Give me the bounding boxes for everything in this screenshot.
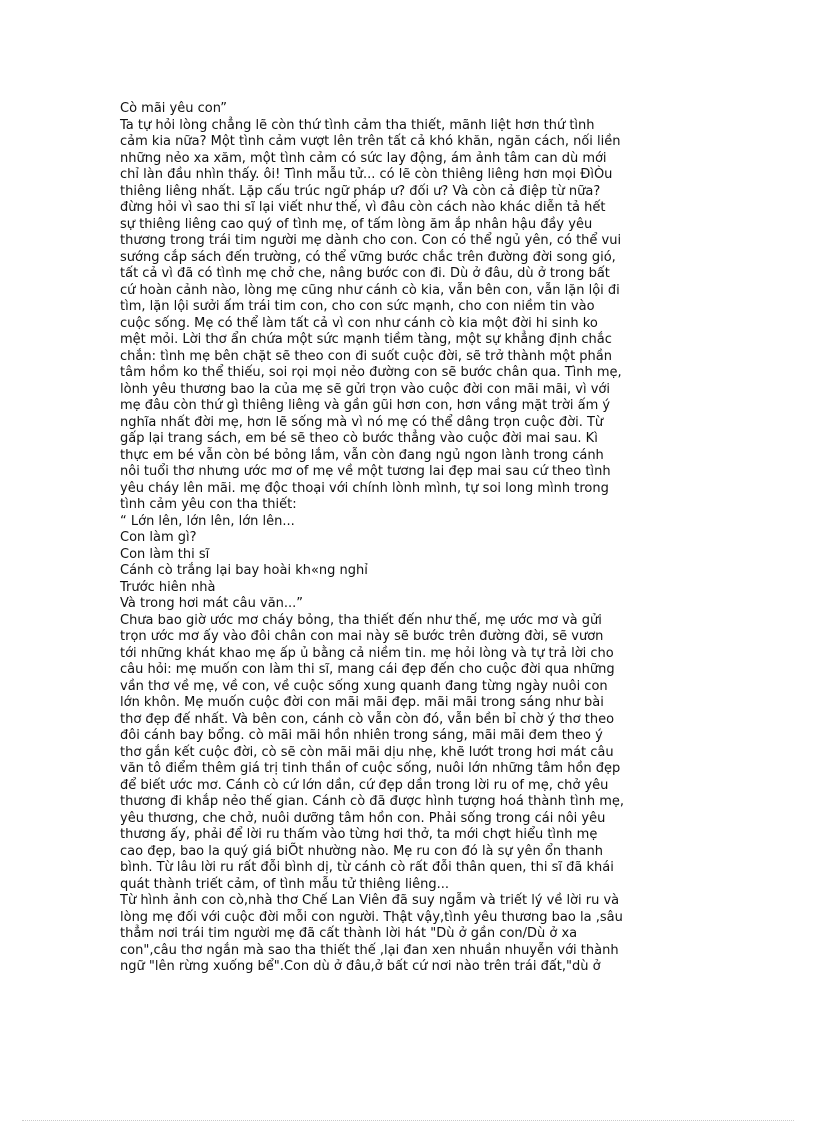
text-line: tới những khát khao mẹ ấp ủ bằng cả niềm tin. mẹ hỏi lòng và tự trả lời cho [120, 645, 614, 661]
text-line: cảm kia nữa? Một tình cảm vượt lên trên tất cả khó khăn, ngăn cách, nối liền [120, 134, 621, 149]
text-line: đừng hỏi vì sao thi sĩ lại viết như thế, vì đâu còn cách nào khác diễn tả hết [120, 200, 606, 215]
text-line: cứ hoàn cảnh nào, lòng mẹ cũng như cánh cò kia, vẫn bên con, vẫn lặn lội đi [120, 282, 620, 298]
text-line: lớn khôn. Mẹ muốn cuộc đời con mãi mãi đẹp. mãi mãi trong sáng như bài [120, 695, 604, 710]
text-line: ngữ "lên rừng xuống bể".Con dù ở đâu,ở bất cứ nơi nào trên trái đất,"dù ở [120, 959, 601, 974]
text-line: lònh yêu thương bao la của mẹ sẽ gửi trọn vào cuộc đời con mãi mãi, vì với [120, 381, 610, 397]
text-line: chắn: tình mẹ bên chặt sẽ theo con đi suốt cuộc đời, sẽ trở thành một phần [120, 348, 613, 364]
text-line: thực em bé vẫn còn bé bỏng lắm, vẫn còn đang ngủ ngon lành trong cánh [120, 447, 604, 463]
text-line: nôi tuổi thơ nhưng ước mơ of mẹ về một tương lai đẹp mai sau cứ theo tình [120, 464, 611, 479]
text-line: trọn ước mơ ấy vào đôi chân con mai này sẽ bước trên đường đời, sẽ vươn [120, 629, 604, 644]
text-line: thương trong trái tim người mẹ dành cho con. Con có thể ngủ yên, có thể vui [120, 233, 622, 248]
text-line: Từ hình ảnh con cò,nhà thơ Chế Lan Viên đã suy ngẫm và triết lý về lời ru và [120, 893, 620, 908]
text-line: tìm, lặn lội sưởi ấm trái tim con, cho con sức mạnh, cho con niềm tin vào [120, 299, 595, 314]
text-line: những nẻo xa xăm, một tình cảm có sức lay động, ám ảnh tâm can dù mới [120, 150, 607, 166]
text-line: tâm hồm ko thể thiếu, soi rọi mọi nẻo đường con sẽ bước chân qua. Tình mẹ, [120, 365, 622, 380]
text-line: cuộc sống. Mẹ có thể làm tất cả vì con như cánh cò kia một đời hi sinh ko [120, 315, 598, 331]
text-line: chỉ làn đầu nhìn thấy. ôi! Tình mẫu tử... có lẽ còn thiêng liêng hơn mọi ĐìÒu [120, 167, 613, 182]
text-line: bình. Từ lâu lời ru rất đỗi bình dị, từ cánh cò rất đỗi thân quen, thi sĩ đã khái [120, 860, 614, 875]
text-line: Con làm gì? [120, 530, 197, 545]
text-line: thương ấy, phải để lời ru thấm vào từng hơi thở, ta mới chợt hiểu tình mẹ [120, 827, 598, 842]
text-line: “ Lớn lên, lớn lên, lớn lên... [120, 513, 295, 529]
text-line: câu hỏi: mẹ muốn con làm thi sĩ, mang cái đẹp đến cho cuộc đời qua những [120, 662, 615, 677]
text-line: thẳm nơi trái tim người mẹ đã cất thành lời hát "Dù ở gần con/Dù ở xa [120, 926, 578, 941]
text-line: gấp lại trang sách, em bé sẽ theo cò bước thẳng vào cuộc đời mai sau. Kì [120, 431, 598, 446]
text-line: yêu thương, che chở, nuôi dưỡng tâm hồn con. Phải sống trong cái nôi yêu [120, 810, 606, 826]
text-line: Trước hiên nhà [120, 579, 216, 595]
text-line: con",câu thơ ngắn mà sao tha thiết thế ,lại đan xen nhuần nhuyễn với thành [120, 942, 619, 958]
text-line: tình cảm yêu con tha thiết: [120, 497, 297, 512]
text-line: thương đi khắp nẻo thế gian. Cánh cò đã được hình tượng hoá thành tình mẹ, [120, 794, 625, 809]
text-line: mệt mỏi. Lời thơ ẩn chứa một sức mạnh tiềm tàng, một sự khẳng định chắc [120, 332, 612, 347]
text-line: để biết ước mơ. Cánh cò cứ lớn dần, cứ đẹp dần trong lời ru of mẹ, chở yêu [120, 777, 609, 793]
text-line: yêu cháy lên mãi. mẹ độc thoại với chính lònh mình, tự soi long mình trong [120, 480, 609, 496]
text-line: thiêng liêng nhất. Lặp cấu trúc ngữ pháp ư? đối ư? Và còn cả điệp từ nữa? [120, 183, 601, 199]
page-bottom-divider [22, 1120, 794, 1121]
text-line: Cánh cò trắng lại bay hoài kh«ng nghỉ [120, 563, 368, 578]
text-line: thơ đẹp đế nhất. Và bên con, cánh cò vẫn còn đó, vẫn bền bỉ chờ ý thơ theo [120, 711, 615, 727]
text-line: vần thơ về mẹ, về con, về cuộc sống xung quanh đang từng ngày nuôi con [120, 678, 608, 694]
text-line: đôi cánh bay bổng. cò mãi mãi hồn nhiên trong sáng, mãi mãi đem theo ý [120, 728, 603, 743]
document-body [120, 101, 720, 976]
text-line: Con làm thi sĩ [120, 546, 210, 562]
text-line: Cò mãi yêu con” [120, 101, 227, 116]
text-line: văn tô điểm thêm giá trị tinh thần of cuộc sống, nuôi lớn những tâm hồn đẹp [120, 761, 621, 776]
text-line: quát thành triết cảm, of tình mẫu tử thiêng liêng... [120, 876, 450, 892]
text-line: Ta tự hỏi lòng chẳng lẽ còn thứ tình cảm tha thiết, mãnh liệt hơn thứ tình [120, 117, 595, 133]
text-line: lòng mẹ đối với cuộc đời mỗi con người. Thật vậy,tình yêu thương bao la ,sâu [120, 909, 623, 925]
text-line: sướng cắp sách đến trường, có thể vững bước chắc trên đường đời song gió, [120, 249, 616, 265]
text-line: Và trong hơi mát câu văn...” [120, 596, 304, 611]
text-line: nghĩa nhất đời mẹ, hơn lẽ sống mà vì nó mẹ có thể dâng trọn cuộc đời. Từ [120, 414, 604, 430]
text-line: tất cả vì đã có tình mẹ chở che, nâng bước con đi. Dù ở đâu, dù ở trong bất [120, 266, 610, 281]
text-line: thơ gắn kết cuộc đời, cò sẽ còn mãi mãi dịu nhẹ, khẽ lướt trong hơi mát câu [120, 744, 614, 760]
text-line: sự thiêng liêng cao quý of tình mẹ, of tấm lòng ăm ắp nhân hậu đầy yêu [120, 216, 593, 232]
text-line: Chưa bao giờ ước mơ cháy bỏng, tha thiết đến như thế, mẹ ước mơ và gửi [120, 612, 602, 628]
text-line: cao đẹp, bao la quý giá biÕt nhường nào. Mẹ ru con đó là sự yên ổn thanh [120, 843, 603, 859]
text-line: mẹ đâu còn thứ gì thiêng liêng và gần gũi hơn con, hơn vầng mặt trời ấm ý [120, 398, 611, 413]
